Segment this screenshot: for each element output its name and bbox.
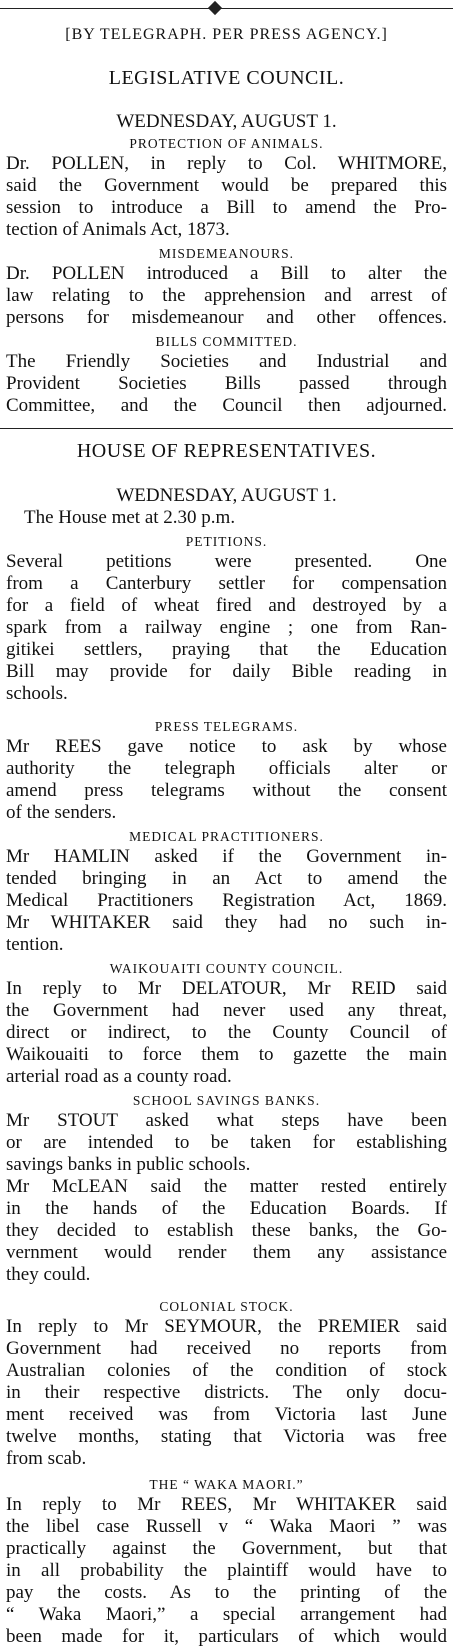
paragraph-line: Mr WHITAKER said they had no such in- [6,912,447,933]
section-heading: MISDEMEANOURS. [158,246,295,261]
paragraph-line: Several petitions were presented. One [6,551,447,572]
council-date: WEDNESDAY, AUGUST 1. [116,111,337,132]
paragraph-line: they decided to establish these banks, the Go- [6,1220,447,1241]
paragraph-line: Australian colonies of the condition of stock [6,1360,447,1381]
paragraph-line: from a Canterbury settler for compensation [6,573,447,594]
diamond-ornament-icon [208,1,222,15]
paragraph-line: for a field of wheat fired and destroyed by a [6,595,447,616]
section-heading: PRESS TELEGRAMS. [154,719,299,734]
paragraph-line: from scab. [6,1448,87,1469]
telegraph-header: [BY TELEGRAPH. PER PRESS AGENCY.] [65,26,388,43]
paragraph-line: in their respective districts. The only docu- [6,1382,447,1403]
section-heading: COLONIAL STOCK. [159,1299,294,1314]
paragraph-line: gitikei settlers, praying that the Education [6,639,447,660]
paragraph-line: amend press telegrams without the consent [6,780,447,801]
paragraph-line: Dr. POLLEN introduced a Bill to alter the [6,263,447,284]
paragraph-line: Waikouaiti to force them to gazette the main [6,1044,447,1065]
section-heading: SCHOOL SAVINGS BANKS. [132,1093,321,1108]
section-heading: PETITIONS. [185,534,268,549]
paragraph-line: In reply to Mr SEYMOUR, the PREMIER said [6,1316,447,1337]
paragraph-line: Medical Practitioners Registration Act, 1869. [6,890,447,911]
section-divider [0,428,453,429]
paragraph-line: Mr REES gave notice to ask by whose [6,736,447,757]
paragraph-line: Bill may provide for daily Bible reading in [6,661,447,682]
house-title: HOUSE OF REPRESENTATIVES. [76,440,377,462]
paragraph-line: Provident Societies Bills passed through [6,373,447,394]
paragraph-line: pay the costs. As to the printing of the [6,1582,447,1603]
paragraph-line: tention. [6,934,64,955]
paragraph-line: been made for it, particulars of which would [6,1626,447,1647]
paragraph-line: arterial road as a county road. [6,1066,232,1087]
paragraph-line: tection of Animals Act, 1873. [6,219,230,240]
section-heading: BILLS COMMITTED. [155,334,298,349]
paragraph-line: Mr HAMLIN asked if the Government in- [6,846,447,867]
paragraph-line: savings banks in public schools. [6,1154,251,1175]
paragraph-line: The Friendly Societies and Industrial and [6,351,447,372]
paragraph-line: said the Government would be prepared this [6,175,447,196]
paragraph-line: authority the telegraph officials alter or [6,758,447,779]
paragraph-line: Dr. POLLEN, in reply to Col. WHITMORE, [6,153,447,174]
top-rule [0,8,453,9]
paragraph-line: or are intended to be taken for establishing [6,1132,447,1153]
section-heading: THE “ WAKA MAORI.” [149,1477,304,1492]
paragraph-line: Government had received no reports from [6,1338,447,1359]
house-intro: The House met at 2.30 p.m. [24,507,236,528]
paragraph-line: spark from a railway engine ; one from Ran- [6,617,447,638]
paragraph-line: of the senders. [6,802,117,823]
paragraph-line: they could. [6,1264,91,1285]
paragraph-line: ment received was from Victoria last June [6,1404,447,1425]
paragraph-line: Mr McLEAN said the matter rested entirely [6,1176,447,1197]
section-heading: MEDICAL PRACTITIONERS. [129,829,324,844]
paragraph-line: practically against the Government, but that [6,1538,447,1559]
paragraph-line: the Government had never used any threat, [6,1000,447,1021]
paragraph-line: In reply to Mr REES, Mr WHITAKER said [6,1494,447,1515]
council-title: LEGISLATIVE COUNCIL. [108,67,345,89]
house-date: WEDNESDAY, AUGUST 1. [116,485,337,506]
paragraph-line: vernment would render them any assistance [6,1242,447,1263]
paragraph-line: session to introduce a Bill to amend the Pro- [6,197,447,218]
section-heading: WAIKOUAITI COUNTY COUNCIL. [109,961,344,976]
paragraph-line: schools. [6,683,68,704]
paragraph-line: law relating to the apprehension and arrest of [6,285,447,306]
paragraph-line: direct or indirect, to the County Council of [6,1022,447,1043]
paragraph-line: in all probability the plaintiff would have to [6,1560,447,1581]
paragraph-line: In reply to Mr DELATOUR, Mr REID said [6,978,447,999]
paragraph-line: the libel case Russell v “ Waka Maori ” was [6,1516,447,1537]
paragraph-line: Committee, and the Council then adjourned. [6,395,447,416]
paragraph-line: twelve months, stating that Victoria was free [6,1426,447,1447]
paragraph-line: persons for misdemeanour and other offences. [6,307,447,328]
paragraph-line: “ Waka Maori,” a special arrangement had [6,1604,447,1625]
section-heading: PROTECTION OF ANIMALS. [129,136,324,151]
paragraph-line: in the hands of the Education Boards. If [6,1198,447,1219]
paragraph-line: tended bringing in an Act to amend the [6,868,447,889]
paragraph-line: Mr STOUT asked what steps have been [6,1110,447,1131]
